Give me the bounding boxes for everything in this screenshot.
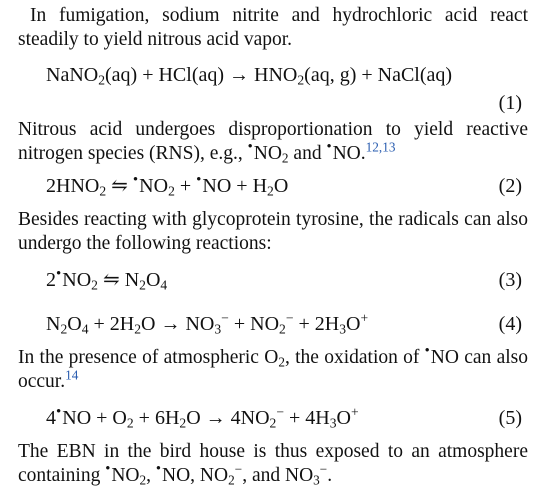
paragraph-text-comma: , — [146, 465, 156, 486]
paragraph-text: Nitrous acid undergoes disproportionation to yield reactive nitrogen species (RNS), e.g., — [18, 119, 528, 164]
equation-5 — [0, 404, 550, 432]
equation-5-expression: $4^•NO + O_2 + 6H_2O \to 4NO_2^- + 4H_3O^+$ — [46, 403, 359, 431]
equation-1-number-row — [0, 89, 550, 117]
radical-no-text: NO. — [332, 143, 366, 164]
paragraph-reactions — [18, 208, 528, 256]
paragraph-text: NO can also occur. — [18, 347, 528, 392]
radical-no-text: NO, NO — [162, 465, 229, 486]
radical-no2-text: NO — [111, 465, 140, 486]
equation-4 — [0, 310, 550, 338]
paragraph-text: , the oxidation of — [284, 347, 425, 368]
clipped-next-line — [24, 494, 530, 504]
paragraph-text: Besides reacting with glycoprotein tyrosine, the radicals can also undergo the following reactions: — [18, 209, 528, 254]
paragraph-text-and-no3: , and NO — [242, 465, 314, 486]
paragraph-text: In fumigation, sodium nitrite and hydrochloric acid react steadily to yield nitrous acid vapor. — [18, 5, 528, 50]
clipped-previous-line — [24, 0, 524, 2]
equation-3 — [0, 266, 550, 294]
equation-1-expression: NaNO$_2$(aq) + $HCl(aq) \to HNO_2(aq$, g) + NaCl(aq) — [46, 64, 453, 88]
paragraph-oxidation: In the presence of atmospheric $O_2$, the oxidation of •NO can also occur.$^{14}$ — [18, 342, 528, 392]
equation-1-number: (1) — [498, 92, 522, 114]
citation-ref-14[interactable]: 14 — [65, 367, 79, 383]
paragraph-disproportionation: Nitrous acid undergoes disproportionation to yield reactive nitrogen species (RNS), e.g., $^•NO_2$ and •NO.$^{12,13}$ — [18, 119, 528, 166]
equation-3-expression: $2^•NO_2$ ⇋ $N_2O_4$ — [46, 265, 168, 293]
paragraph-fumigation — [18, 4, 528, 52]
equation-5-number: (5) — [498, 407, 522, 429]
equation-4-number: (4) — [498, 313, 522, 335]
radical-no2-text: NO — [253, 143, 282, 164]
equation-3-number: (3) — [498, 269, 522, 291]
paragraph-text: The EBN in the bird house is thus exposed to an atmosphere containing — [18, 441, 528, 486]
equation-2-number: (2) — [498, 175, 522, 197]
equation-1 — [0, 61, 550, 89]
paragraph-text-and: and — [288, 143, 327, 164]
citation-ref-12-13[interactable]: 12,13 — [365, 139, 396, 155]
equation-4-expression: $N_2O_4 + 2H_2O \to NO_3^- + NO_2^- + 2H_3O^+$ — [46, 310, 369, 337]
equation-2-expression: $2HNO_2$ ⇋ $^•NO_2 + ^•NO + H_2O$ — [46, 171, 289, 199]
paragraph-text-period: . — [327, 465, 333, 486]
equation-2 — [0, 172, 550, 200]
paragraph-text: In the presence of atmospheric O — [18, 347, 279, 368]
paragraph-exposure: The EBN in the bird house is thus exposed to an atmosphere containing $^•NO_2$, •NO, $NO_2^-$, and $NO_3^-$. — [18, 441, 528, 488]
